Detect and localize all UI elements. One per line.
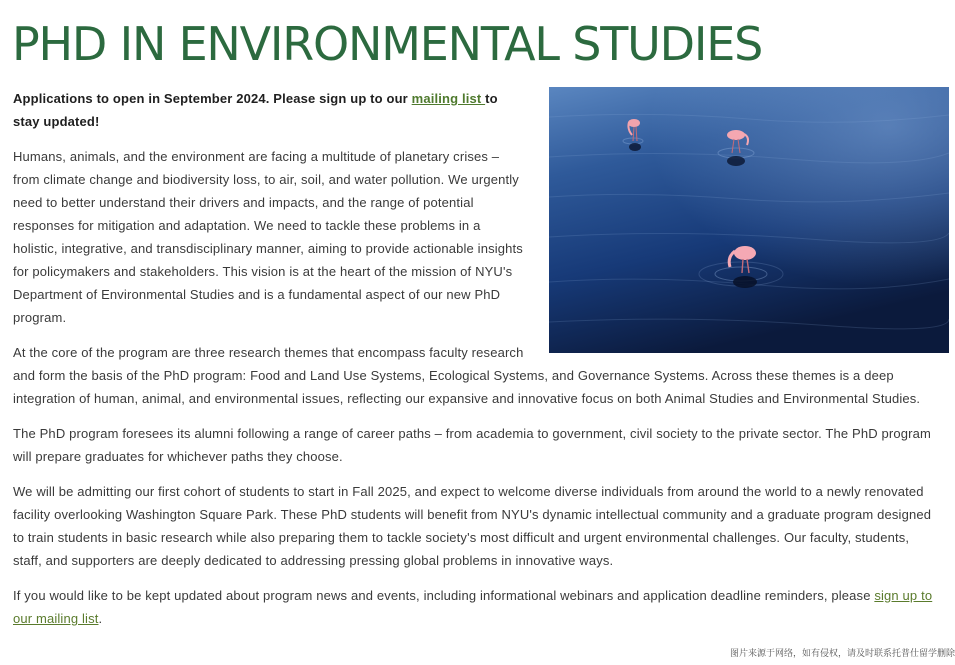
article-body [13,87,939,642]
mailing-list-link[interactable]: mailing list [411,91,486,106]
flamingos-photo [549,87,949,353]
page-title: PHD IN ENVIRONMENTAL STUDIES [12,17,763,71]
intro-text: Applications to open in September 2024. Please sign up to our [13,91,412,106]
body-paragraph-2: At the core of the program are three research themes that encompass faculty research and form the basis of the PhD program: Food and Land Use Systems, Ecological Systems, and Governance Systems. Across these themes is a deep integration of human, animal, and environmental issues, reflecting our expansive and innovative focus on both Animal Studies and Environmental Studies. [13,345,921,406]
body-paragraph-1: Humans, animals, and the environment are facing a multitude of planetary crises – from climate change and biodiversity loss, to air, soil, and water pollution. We urgently need to better understand their drivers and impacts, and the range of potential responses for mitigation and adaptation. We need to tackle these problems in a holistic, integrative, and transdisciplinary manner, aiming to provide actionable insights for policymakers and stakeholders. This vision is at the heart of the mission of NYU's Department of Environmental Studies and is a fundamental aspect of our new PhD program. [13,149,523,325]
body-paragraph-4: We will be admitting our first cohort of students to start in Fall 2025, and expect to welcome diverse individuals from around the world to a newly renovated facility overlooking Washington Square Park. These PhD students will benefit from NYU's dynamic intellectual community and a graduate program designed to train students in basic research while also preparing them to tackle society's most difficult and urgent environmental challenges. Our faculty, students, staff, and supporters are deeply dedicated to addressing pressing global problems in innovative ways. [13,484,932,568]
body-paragraph-3: The PhD program foresees its alumni following a range of career paths – from academia to government, civil society to the private sector. The PhD program will prepare graduates for whichever paths they choose. [13,426,931,464]
closing-paragraph [13,584,939,630]
watermark-notice: 图片来源于网络，如有侵权，请及时联系托普仕留学删除 [729,649,955,659]
closing-text: If you would like to be kept updated about program news and events, including informational webinars and application deadline reminders, please [13,588,875,603]
signup-mailing-list-link[interactable]: sign up to our mailing list [13,588,933,626]
closing-text-end: . [98,611,103,626]
intro-text-end: to stay updated! [13,91,498,129]
